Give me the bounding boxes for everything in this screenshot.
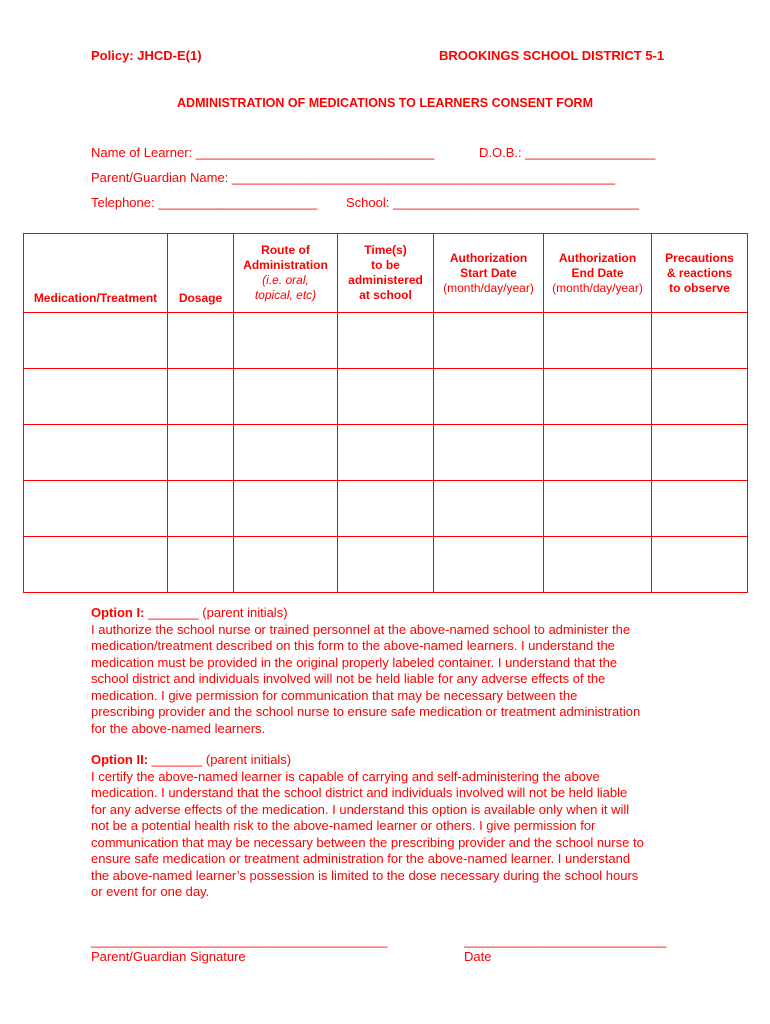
option-2-line: ensure safe medication or treatment administration for the above-named learner. I understand bbox=[91, 851, 631, 866]
table-cell[interactable] bbox=[168, 481, 234, 537]
school-label: School: bbox=[346, 195, 393, 210]
option-2-line: or event for one day. bbox=[91, 884, 210, 899]
table-row bbox=[24, 313, 748, 369]
option-1-line: school district and individuals involved will not be held liable for any adverse effects of the bbox=[91, 671, 606, 686]
option-2-line: for any adverse effects of the medication. I understand this option is available only when it will bbox=[91, 801, 630, 817]
option-1-heading bbox=[91, 605, 691, 622]
table-cell[interactable] bbox=[434, 481, 544, 537]
table-row bbox=[24, 481, 748, 537]
medication-table bbox=[23, 233, 748, 593]
table-cell[interactable] bbox=[434, 425, 544, 481]
option-2-label: Option II: bbox=[91, 752, 149, 767]
telephone-label: Telephone: bbox=[91, 195, 159, 210]
option-1-line: for the above-named learners. bbox=[91, 720, 266, 736]
table-cell[interactable] bbox=[234, 425, 338, 481]
date-label: Date bbox=[464, 949, 492, 964]
option-1-label: Option I: bbox=[91, 605, 145, 620]
table-cell[interactable] bbox=[338, 481, 434, 537]
form-title: ADMINISTRATION OF MEDICATIONS TO LEARNERS CONSENT FORM bbox=[177, 96, 593, 110]
table-cell[interactable] bbox=[652, 481, 748, 537]
guardian-name-field[interactable]: _____________________________________________________ bbox=[231, 170, 616, 185]
table-cell[interactable] bbox=[234, 537, 338, 593]
table-cell[interactable] bbox=[24, 313, 168, 369]
table-row bbox=[24, 425, 748, 481]
table-cell[interactable] bbox=[234, 369, 338, 425]
option-1-line: medication/treatment described on this form to the above-named learners. I understand the bbox=[91, 638, 615, 653]
table-cell[interactable] bbox=[168, 537, 234, 593]
table-cell[interactable] bbox=[338, 313, 434, 369]
option-1-initials[interactable]: _______ (parent initials) bbox=[144, 605, 288, 620]
policy-number: Policy: JHCD-E(1) bbox=[91, 48, 202, 63]
table-cell[interactable] bbox=[338, 369, 434, 425]
learner-name-field[interactable]: _________________________________ bbox=[195, 145, 435, 160]
signature-label: Parent/Guardian Signature bbox=[91, 949, 246, 964]
option-1-line: prescribing provider and the school nurse to ensure safe medication or treatment administration bbox=[91, 704, 641, 719]
table-cell[interactable] bbox=[338, 537, 434, 593]
option-2-initials[interactable]: _______ (parent initials) bbox=[148, 752, 292, 767]
table-cell[interactable] bbox=[434, 537, 544, 593]
table-cell[interactable] bbox=[434, 313, 544, 369]
table-cell[interactable] bbox=[234, 313, 338, 369]
table-cell[interactable] bbox=[652, 369, 748, 425]
option-1-line: medication must be provided in the original properly labeled container. I understand that the bbox=[91, 654, 618, 670]
table-cell[interactable] bbox=[24, 537, 168, 593]
guardian-name-label: Parent/Guardian Name: bbox=[91, 170, 232, 185]
table-cell[interactable] bbox=[24, 369, 168, 425]
table-row bbox=[24, 537, 748, 593]
table-cell[interactable] bbox=[544, 313, 652, 369]
table-cell[interactable] bbox=[168, 313, 234, 369]
table-header-row bbox=[24, 234, 748, 313]
telephone-row bbox=[91, 195, 317, 210]
table-cell[interactable] bbox=[652, 425, 748, 481]
header-start-date: Authorization Start Date (month/day/year) bbox=[434, 234, 544, 313]
table-row bbox=[24, 369, 748, 425]
header-end-date: Authorization End Date (month/day/year) bbox=[544, 234, 652, 313]
option-2-section bbox=[91, 752, 691, 901]
option-2-line: medication. I understand that the school district and individuals involved will not be held liable bbox=[91, 785, 628, 800]
table-cell[interactable] bbox=[544, 481, 652, 537]
header-medication: Medication/Treatment bbox=[24, 234, 168, 313]
dob-label: D.O.B.: bbox=[479, 145, 526, 160]
table-cell[interactable] bbox=[24, 481, 168, 537]
header-precautions: Precautions & reactions to observe bbox=[652, 234, 748, 313]
table-cell[interactable] bbox=[168, 369, 234, 425]
signature-field[interactable]: _________________________________________ bbox=[91, 933, 388, 948]
table-cell[interactable] bbox=[234, 481, 338, 537]
option-2-line: I certify the above-named learner is capable of carrying and self-administering the above bbox=[91, 768, 600, 784]
option-1-line: medication. I give permission for communication that may be necessary between the bbox=[91, 687, 578, 703]
table-cell[interactable] bbox=[434, 369, 544, 425]
guardian-name-row bbox=[91, 170, 615, 185]
option-1-section bbox=[91, 605, 691, 737]
learner-name-row bbox=[91, 145, 434, 160]
table-cell[interactable] bbox=[168, 425, 234, 481]
date-field[interactable]: ____________________________ bbox=[464, 933, 667, 948]
option-1-line: I authorize the school nurse or trained personnel at the above-named school to administer the bbox=[91, 621, 631, 637]
table-cell[interactable] bbox=[544, 537, 652, 593]
table-cell[interactable] bbox=[652, 313, 748, 369]
table-cell[interactable] bbox=[338, 425, 434, 481]
table-cell[interactable] bbox=[544, 425, 652, 481]
dob-field[interactable]: __________________ bbox=[525, 145, 656, 160]
table-cell[interactable] bbox=[24, 425, 168, 481]
telephone-field[interactable]: ______________________ bbox=[158, 195, 318, 210]
learner-name-label: Name of Learner: bbox=[91, 145, 196, 160]
header-times: Time(s) to be administered at school bbox=[338, 234, 434, 313]
table-cell[interactable] bbox=[652, 537, 748, 593]
school-row bbox=[346, 195, 639, 210]
district-name: BROOKINGS SCHOOL DISTRICT 5-1 bbox=[439, 48, 665, 63]
option-2-heading bbox=[91, 752, 691, 769]
option-2-line: the above-named learner’s possession is limited to the dose necessary during the school hours bbox=[91, 867, 639, 883]
option-2-line: communication that may be necessary between the prescribing provider and the school nurse to bbox=[91, 834, 644, 850]
option-2-line: not be a potential health risk to the above-named learner or others. I give permission for bbox=[91, 818, 596, 833]
table-cell[interactable] bbox=[544, 369, 652, 425]
header-route: Route of Administration (i.e. oral, topical, etc) bbox=[234, 234, 338, 313]
header-dosage: Dosage bbox=[168, 234, 234, 313]
dob-row bbox=[479, 145, 655, 160]
school-field[interactable]: __________________________________ bbox=[392, 195, 639, 210]
